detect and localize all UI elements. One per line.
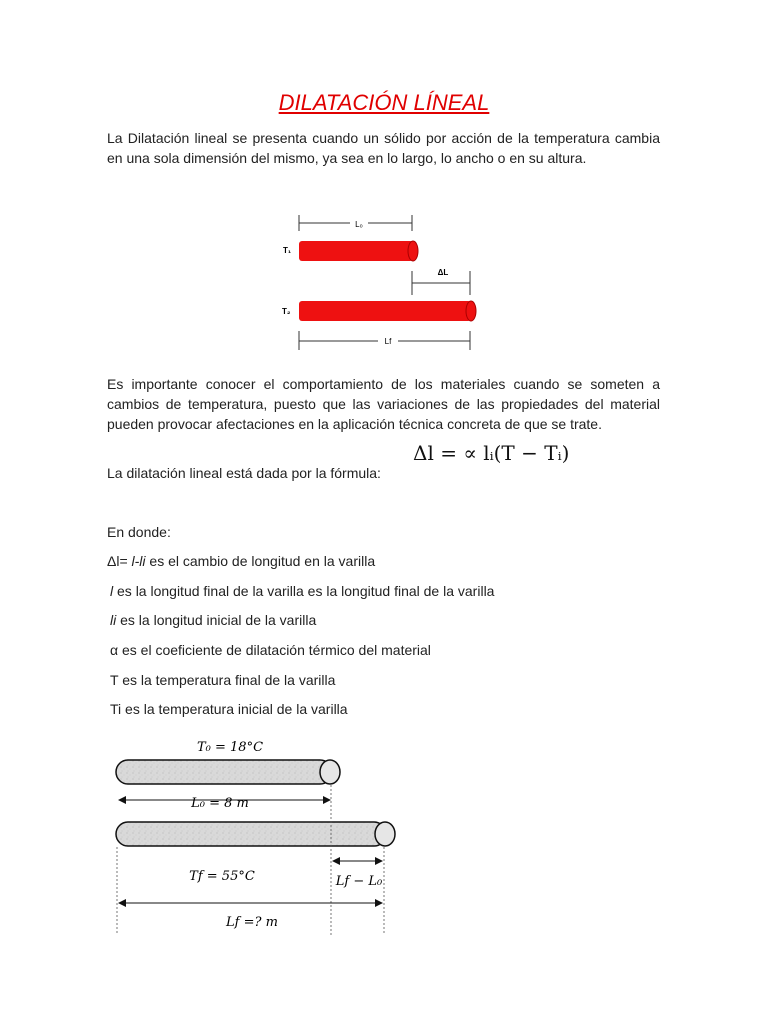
definition-alpha: α es el coeficiente de dilatación térmico del material — [110, 642, 431, 658]
label-tf: Tf = 55°C — [189, 869, 255, 884]
importance-paragraph: Es importante conocer el comportamiento de los materiales cuando se someten a cambios de temperatura, puesto que las variaciones de las propiedades del material pueden provocar afectaciones en la aplicación técnica concreta de que se trate. — [107, 376, 660, 432]
definition-delta-l-text: es el cambio de longitud en la varilla — [145, 553, 376, 569]
linear-expansion-diagram — [0, 205, 768, 355]
label-t1: T₁ — [283, 246, 292, 255]
rod-final-end — [375, 822, 395, 846]
page-title: DILATACIÓN LÍNEAL — [278, 90, 490, 115]
definition-ti: Ti es la temperatura inicial de la varilla — [110, 701, 348, 717]
definition-l-var: l — [110, 583, 114, 599]
label-l0-value: L₀ = 8 m — [191, 796, 249, 811]
intro-paragraph: La Dilatación lineal se presenta cuando un sólido por acción de la temperatura cambia en una sola dimensión del mismo, ya sea en lo largo, lo ancho o en su altura. — [107, 130, 660, 166]
definition-l — [110, 582, 494, 600]
rod-final — [116, 822, 386, 846]
rod-t2-end — [466, 301, 476, 321]
definition-li-text: es la longitud inicial de la varilla — [116, 612, 317, 628]
label-l0: L₀ — [355, 220, 363, 229]
definition-delta-l-symbol: Δl= — [107, 553, 132, 569]
label-delta-l: ΔL — [437, 268, 449, 277]
formula-intro: La dilatación lineal está dada por la fórmula: — [107, 465, 381, 481]
rod-t1-end — [408, 241, 418, 261]
label-diff: Lf − L₀ — [335, 874, 383, 889]
label-t0: T₀ = 18°C — [196, 740, 264, 755]
definition-li — [110, 611, 316, 629]
label-t2: T₂ — [282, 307, 291, 316]
rod-t1 — [299, 241, 413, 261]
formula: Δl = ∝ lᵢ(T − Tᵢ) — [413, 441, 570, 465]
definition-li-var: li — [110, 612, 117, 628]
label-lf-value: Lf =? m — [226, 915, 278, 930]
rod-initial-end — [320, 760, 340, 784]
rod-t2 — [299, 301, 471, 321]
rod-initial — [116, 760, 332, 784]
where-label: En donde: — [107, 524, 171, 540]
definition-t: T es la temperatura final de la varilla — [110, 672, 336, 688]
definition-l-text: es la longitud final de la varilla es la longitud final de la varilla — [113, 583, 495, 599]
label-lf: Lf — [384, 337, 392, 346]
example-diagram — [0, 730, 768, 940]
definition-delta-l — [107, 552, 375, 570]
definition-delta-l-var: l-li — [131, 553, 146, 569]
